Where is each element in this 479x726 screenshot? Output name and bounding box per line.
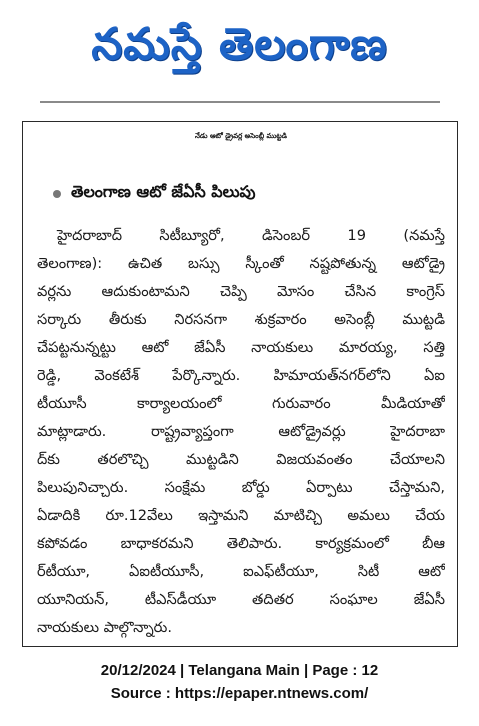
article-line: వర్లను ఆదుకుంటామని చెప్పి మోసం చేసిన కాంగ్రెస్ bbox=[37, 283, 445, 300]
article-line: మాట్లాడారు. రాష్ట్రవ్యాప్తంగా ఆటోడ్రైవర్లు హైదరాబా bbox=[37, 423, 445, 440]
article-line: రెడ్డి, వెంకటేశ్ పేర్కొన్నారు. హిమాయత్‌నగర్‌లోని ఏఐ bbox=[37, 367, 445, 384]
article-line: టీయూసీ కార్యాలయంలో గురువారం మీడియాతో bbox=[37, 395, 445, 412]
article-line: పిలుపునిచ్చారు. సంక్షేమ బోర్డు ఏర్పాటు చేస్తామని, bbox=[37, 479, 445, 496]
article-line: నాయకులు పాల్గొన్నారు. bbox=[37, 619, 172, 636]
article-line: తెలంగాణ): ఉచిత బస్సు స్కీంతో నష్టపోతున్న ఆటోడ్రై bbox=[37, 255, 445, 272]
article-line: ద్‌కు తరలొచ్చి ముట్టడిని విజయవంతం చేయాలని bbox=[37, 451, 445, 468]
article-line: ఏడాదికి రూ.12వేలు ఇస్తామని మాటిచ్చి అమలు చేయ bbox=[37, 507, 445, 524]
article-line: సర్కారు తీరుకు నిరసనగా శుక్రవారం అసెంబ్లీ ముట్టడి bbox=[37, 311, 445, 328]
article-line: చేపట్టనున్నట్టు ఆటో జేఏసీ నాయకులు మారయ్య, సత్తి bbox=[37, 339, 445, 356]
article-body bbox=[37, 222, 445, 642]
article-headline: నేడు ఆటో డ్రైవర్ల అసెంబ్లీ ముట్టడి bbox=[195, 132, 287, 140]
edition-info: 20/12/2024 | Telangana Main | Page : 12 bbox=[100, 662, 379, 679]
article-clipping bbox=[22, 121, 458, 647]
article-line: యూనియన్, టీఎస్‌డీయూ తదితర సంఘాల జేఏసీ bbox=[37, 591, 445, 608]
masthead-title: నమస్తే తెలంగాణ bbox=[91, 19, 388, 70]
source-link[interactable]: Source : https://epaper.ntnews.com/ bbox=[110, 685, 369, 702]
newspaper-masthead bbox=[0, 0, 479, 100]
article-line: కపోవడం బాధాకరమని తెలిపారు. కార్యక్రమంలో బీఆ bbox=[37, 535, 445, 552]
article-line: హైదరాబాద్ సిటీబ్యూరో, డిసెంబర్ 19 (నమస్తే bbox=[57, 227, 445, 244]
masthead-divider bbox=[40, 101, 440, 103]
subheading-text: తెలంగాణ ఆటో జేఏసీ పిలుపు bbox=[71, 182, 256, 201]
article-subheading bbox=[53, 182, 255, 205]
bullet-icon bbox=[53, 190, 61, 198]
article-line: ర్‌టీయూ, ఏఐటీయూసీ, ఐఎఫ్‌టీయూ, సిటీ ఆటో bbox=[37, 563, 445, 580]
